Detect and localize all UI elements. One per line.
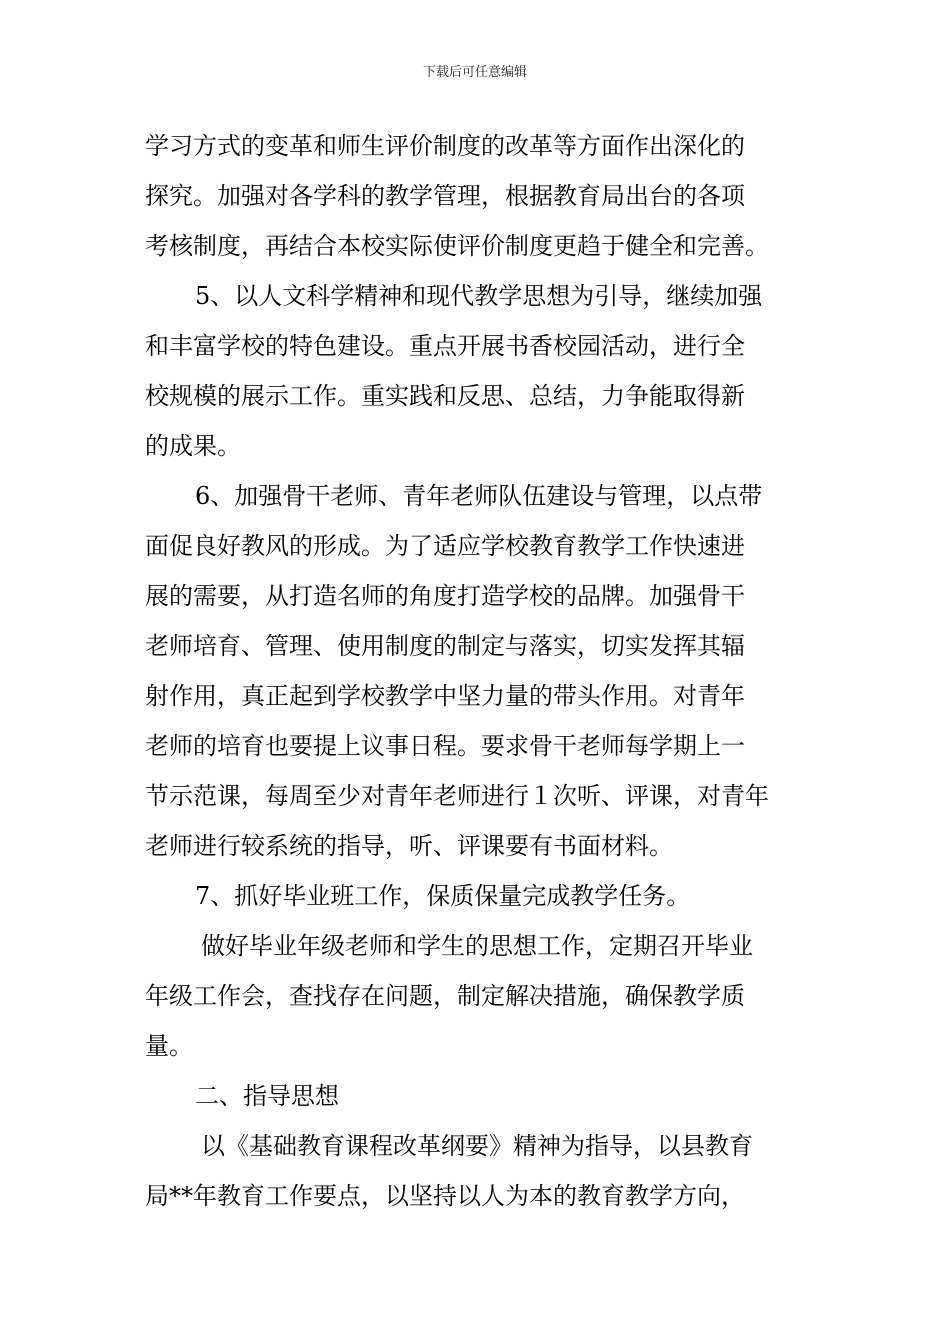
text-line: 的成果。	[145, 432, 241, 460]
text-line: 年级工作会，查找存在问题，制定解决措施，确保教学质	[145, 982, 745, 1010]
text-line: 射作用，真正起到学校教学中坚力量的带头作用。对青年	[145, 682, 745, 710]
section-heading: 二、指导思想	[195, 1082, 339, 1110]
text-line: 校规模的展示工作。重实践和反思、总结，力争能取得新	[145, 382, 745, 410]
text-line: 老师进行较系统的指导，听、评课要有书面材料。	[145, 832, 673, 860]
text-line: 量。	[145, 1032, 193, 1060]
text-line: 学习方式的变革和师生评价制度的改革等方面作出深化的	[145, 132, 745, 160]
text-line: 老师培育、管理、使用制度的制定与落实，切实发挥其辐	[145, 632, 745, 660]
document-body	[145, 121, 810, 1221]
text-line: 考核制度，再结合本校实际使评价制度更趋于健全和完善。	[145, 232, 769, 260]
paragraph-7-start: 7、抓好毕业班工作，保质保量完成教学任务。	[195, 882, 691, 910]
page-header: 下载后可任意编辑	[422, 65, 527, 80]
text-line: 老师的培育也要提上议事日程。要求骨干老师每学期上一	[145, 732, 745, 760]
text-line: 和丰富学校的特色建设。重点开展书香校园活动，进行全	[145, 332, 745, 360]
paragraph-5-start: 5、以人文科学精神和现代教学思想为引导，继续加强	[195, 282, 763, 310]
paragraph-start: 以《基础教育课程改革纲要》精神为指导，以县教育	[201, 1132, 753, 1160]
text-line: 局**年教育工作要点，以坚持以人为本的教育教学方向，	[145, 1182, 745, 1210]
text-line: 节示范课，每周至少对青年老师进行１次听、评课，对青年	[145, 782, 769, 810]
text-line: 面促良好教风的形成。为了适应学校教育教学工作快速进	[145, 532, 745, 560]
text-line: 探究。加强对各学科的教学管理，根据教育局出台的各项	[145, 182, 745, 210]
paragraph-start: 做好毕业年级老师和学生的思想工作，定期召开毕业	[201, 932, 753, 960]
text-line: 展的需要，从打造名师的角度打造学校的品牌。加强骨干	[145, 582, 745, 610]
paragraph-6-start: 6、加强骨干老师、青年老师队伍建设与管理，以点带	[195, 482, 763, 510]
